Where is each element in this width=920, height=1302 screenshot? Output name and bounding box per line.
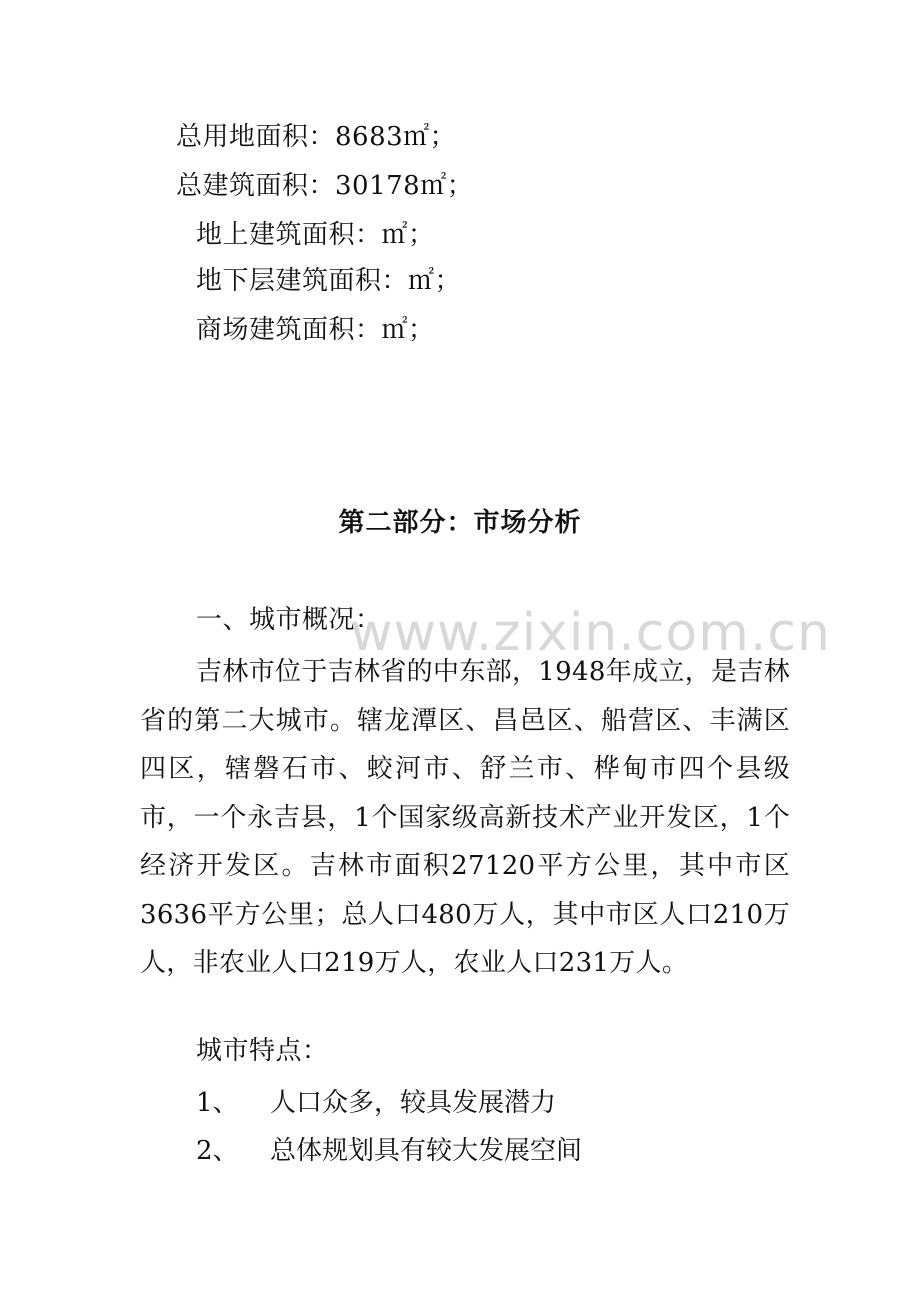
total-building-area: 总建筑面积：30178㎡； [176,171,474,201]
city-overview-paragraph: 吉林市位于吉林省的中东部，1948年成立，是吉林省的第二大城市。辖龙潭区、昌邑区、船营区、丰满区四区，辖磐石市、蛟河市、舒兰市、桦甸市四个县级市，一个永吉县，1个国家级高新技术产业开发区，1个经济开发区。吉林市面积27120平方公里，其中市区3636平方公里；总人口480万人，其中市区人口210万人，非农业人口219万人，农业人口231万人。 [140,657,790,978]
feature-number: 2、 [196,1136,239,1166]
feature-text: 人口众多，较具发展潜力 [270,1088,557,1118]
mall-building-area: 商场建筑面积：㎡； [196,315,435,345]
total-land-area: 总用地面积：8683㎡； [176,122,457,152]
watermark: www.zixin.com.cn [350,603,831,663]
city-features-title: 城市特点： [196,1036,329,1066]
underground-building-area: 地下层建筑面积：㎡； [196,266,462,296]
feature-item [196,1088,556,1118]
feature-item [196,1136,582,1166]
feature-text: 总体规划具有较大发展空间 [270,1136,583,1166]
city-overview-title: 一、城市概况： [196,605,382,635]
above-ground-building-area: 地上建筑面积：㎡； [196,220,435,250]
section-heading: 第二部分：市场分析 [338,508,582,538]
feature-number: 1、 [196,1088,239,1118]
